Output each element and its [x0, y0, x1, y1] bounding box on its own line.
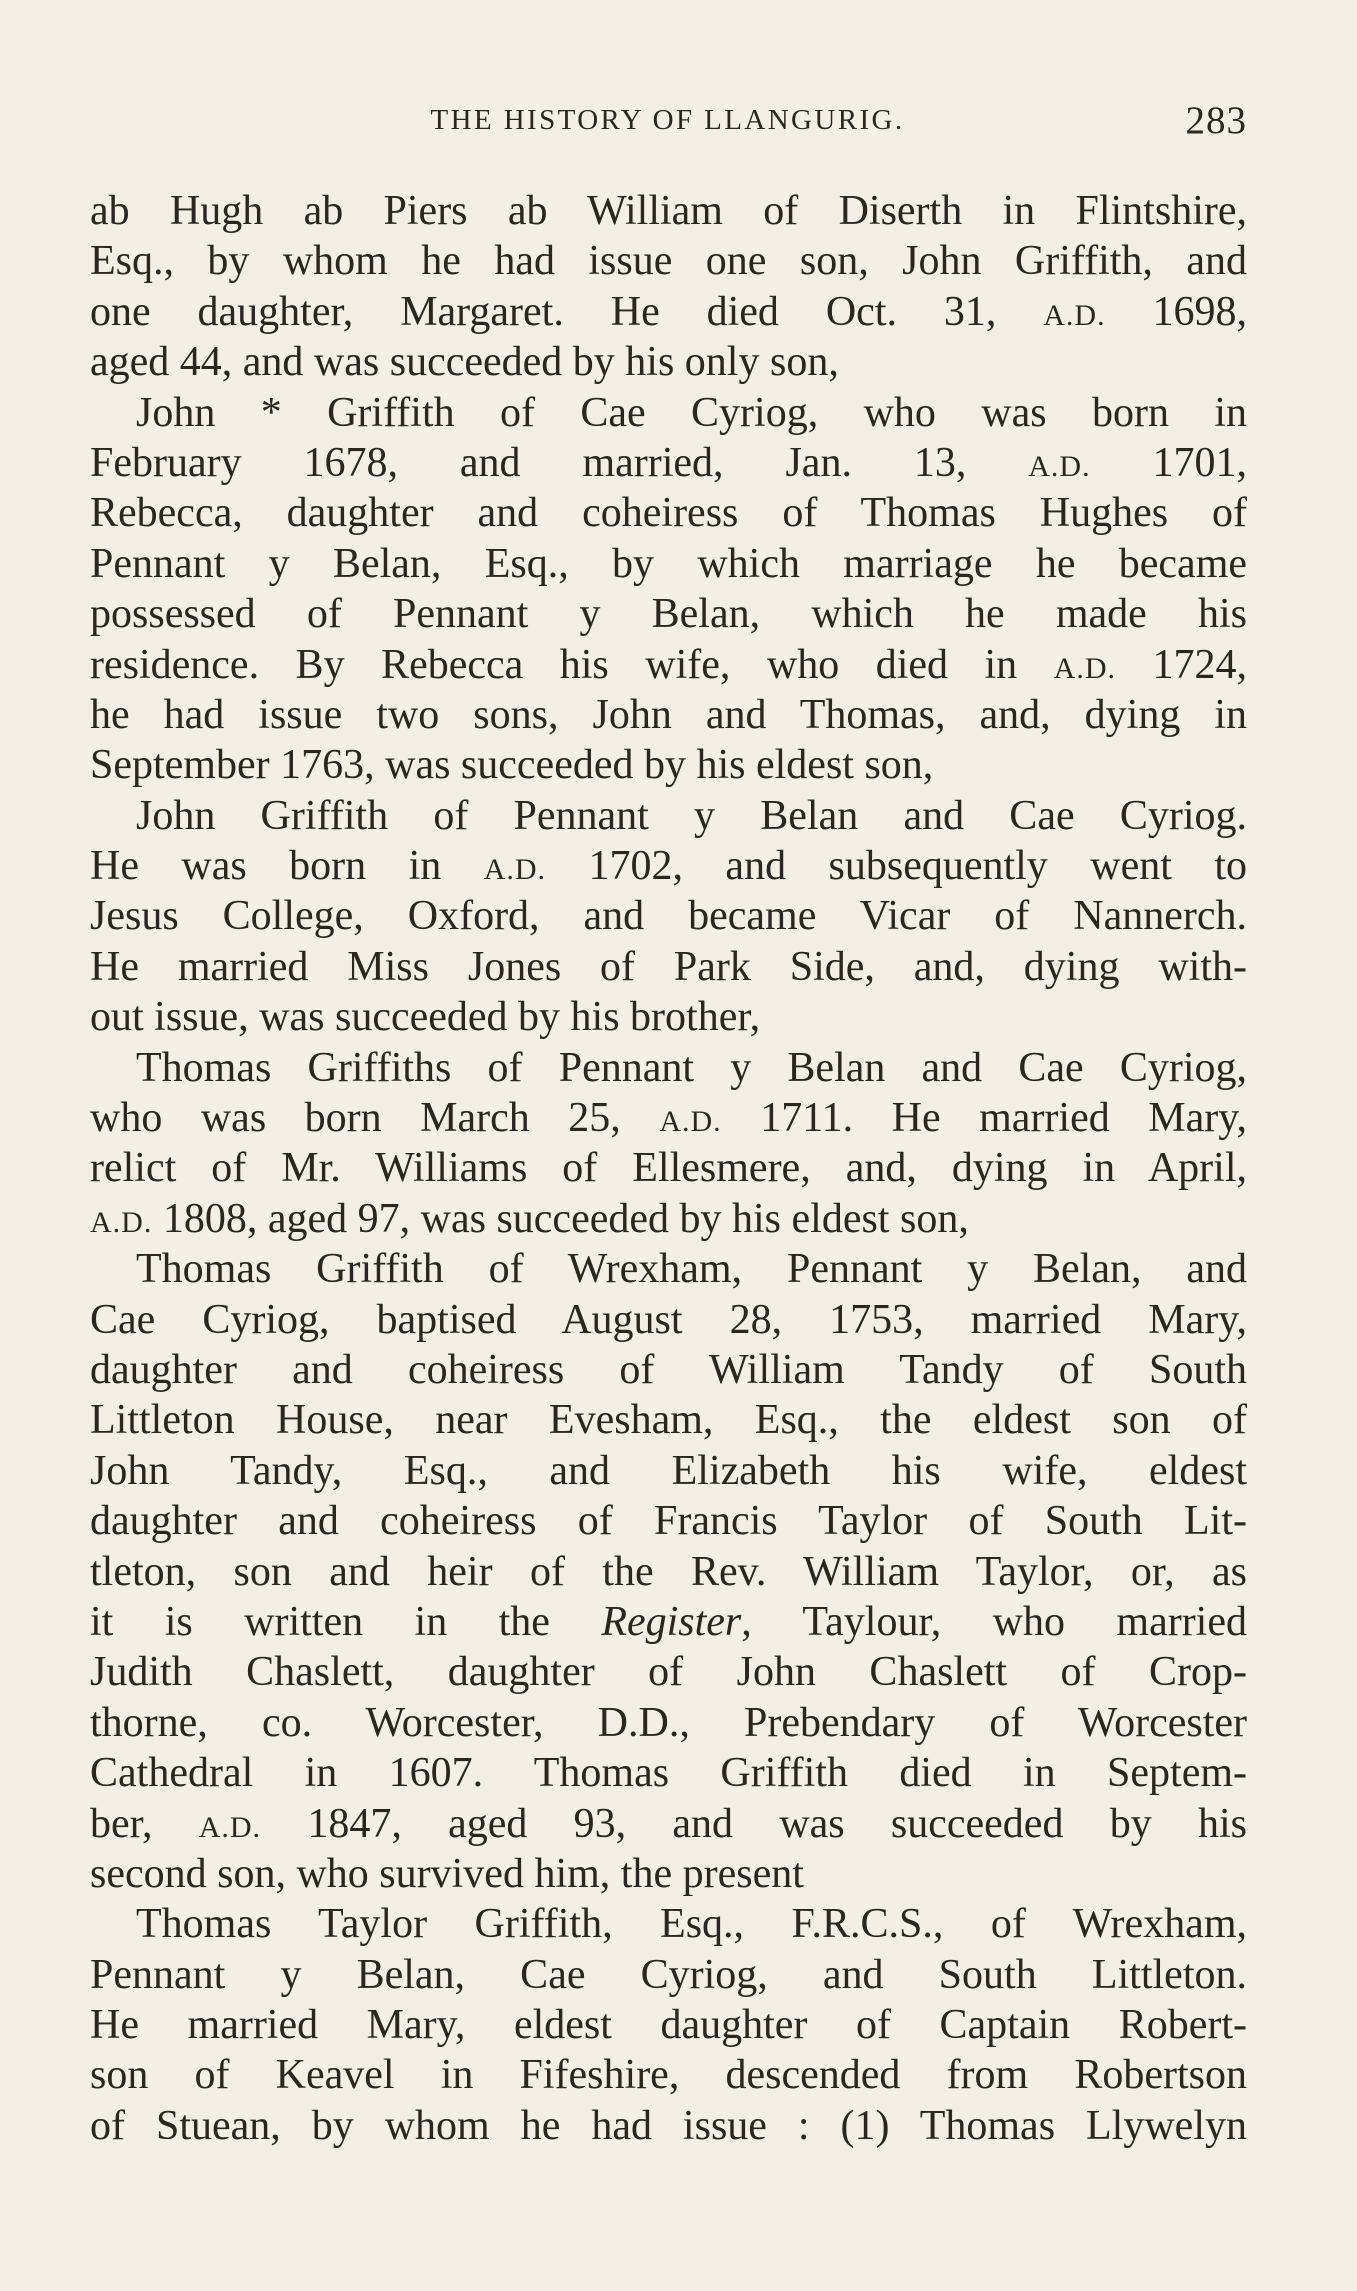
text-run: residence. By Rebecca his wife, who died in — [90, 641, 1054, 688]
text-run: February 1678, and married, Jan. 13, — [90, 439, 1029, 486]
small-caps-era: A.D. — [1043, 298, 1106, 332]
text-line — [90, 1244, 1247, 1294]
text-run: Thomas Taylor Griffith, Esq., F.R.C.S., of Wrexham, — [136, 1901, 1247, 1948]
text-run: he had issue two sons, John and Thomas, and, dying in — [90, 691, 1247, 738]
text-line — [90, 992, 1247, 1042]
text-line — [90, 1093, 1247, 1143]
text-line — [90, 1043, 1247, 1093]
text-run: thorne, co. Worcester, D.D., Prebendary of Worcester — [90, 1699, 1247, 1746]
italic-term: Register — [601, 1598, 742, 1645]
small-caps-era: A.D. — [659, 1105, 722, 1139]
text-line — [90, 337, 1247, 387]
text-run: ber, — [90, 1800, 199, 1847]
text-line — [90, 891, 1247, 941]
text-run: 1701, — [1090, 439, 1247, 486]
text-line — [90, 1395, 1247, 1445]
text-run: Cathedral in 1607. Thomas Griffith died in Septem- — [90, 1750, 1247, 1797]
text-line — [90, 539, 1247, 589]
text-run: possessed of Pennant y Belan, which he made his — [90, 591, 1247, 638]
text-line — [90, 2101, 1247, 2151]
text-run: Thomas Griffith of Wrexham, Pennant y Belan, and — [136, 1246, 1247, 1293]
text-run: 1698, — [1105, 288, 1248, 335]
text-run: second son, who survived him, the present — [90, 1850, 804, 1897]
text-run: daughter and coheiress of William Tandy of South — [90, 1346, 1247, 1393]
text-run: ab Hugh ab Piers ab William of Diserth in Flintshire, — [90, 188, 1247, 234]
text-line — [90, 287, 1247, 337]
text-run: Pennant y Belan, Cae Cyriog, and South Littleton. — [90, 1951, 1247, 1998]
text-line — [90, 942, 1247, 992]
body-text — [90, 186, 1247, 2151]
text-run: out issue, was succeeded by his brother, — [90, 994, 761, 1041]
text-line — [90, 1799, 1247, 1849]
text-run: 1847, aged 93, and was succeeded by his — [261, 1800, 1247, 1847]
text-line — [90, 1899, 1247, 1949]
text-run: one daughter, Margaret. He died Oct. 31, — [90, 288, 1044, 335]
text-run: September 1763, was succeeded by his eldest son, — [90, 742, 934, 789]
text-line — [90, 740, 1247, 790]
text-run: He married Miss Jones of Park Side, and, dying with- — [90, 943, 1247, 990]
text-line — [90, 1446, 1247, 1496]
text-run: son of Keavel in Fifeshire, descended from Robertson — [90, 2052, 1247, 2099]
text-line — [90, 488, 1247, 538]
text-run: Littleton House, near Evesham, Esq., the eldest son of — [90, 1397, 1247, 1444]
text-run: He was born in — [90, 843, 484, 890]
running-head: THE HISTORY OF LLANGURIG. — [430, 104, 905, 136]
text-run: John Tandy, Esq., and Elizabeth his wife, eldest — [90, 1447, 1247, 1494]
small-caps-era: A.D. — [1053, 651, 1117, 685]
text-run: 1711. He married Mary, — [721, 1095, 1247, 1142]
text-line — [90, 2050, 1247, 2100]
text-line — [90, 1496, 1247, 1546]
text-run: 1724, — [1116, 641, 1248, 688]
text-run: Jesus College, Oxford, and became Vicar of Nannerch. — [90, 893, 1247, 940]
text-line — [90, 1647, 1247, 1697]
text-line — [90, 1547, 1247, 1597]
text-run: Cae Cyriog, baptised August 28, 1753, married Mary, — [90, 1296, 1247, 1343]
text-run: 1808, aged 97, was succeeded by his eldest son, — [152, 1195, 969, 1242]
text-line — [90, 841, 1247, 891]
text-run: tleton, son and heir of the Rev. William Taylor, or, as — [90, 1548, 1247, 1595]
small-caps-era: A.D. — [483, 853, 547, 887]
text-run: who was born March 25, — [90, 1095, 660, 1142]
text-line — [90, 1194, 1247, 1244]
page-header — [88, 99, 1247, 154]
text-run: Thomas Griffiths of Pennant y Belan and Cae Cyriog, — [136, 1044, 1247, 1091]
text-run: relict of Mr. Williams of Ellesmere, and, dying in April, — [90, 1145, 1247, 1192]
text-line — [90, 1295, 1247, 1345]
text-line — [90, 1143, 1247, 1193]
page-number: 283 — [1185, 99, 1247, 142]
text-line — [90, 1597, 1247, 1647]
text-run: Esq., by whom he had issue one son, John Griffith, and — [90, 238, 1247, 285]
text-line — [90, 1748, 1247, 1798]
text-run: John Griffith of Pennant y Belan and Cae Cyriog. — [136, 792, 1247, 839]
text-line — [90, 438, 1247, 488]
text-line — [90, 2000, 1247, 2050]
text-line — [90, 1950, 1247, 2000]
text-line — [90, 388, 1247, 438]
small-caps-era: A.D. — [1028, 449, 1091, 483]
text-run: Pennant y Belan, Esq., by which marriage he became — [90, 540, 1247, 587]
text-run: , Taylour, who married — [741, 1598, 1247, 1645]
text-run: of Stuean, by whom he had issue : (1) Thomas Llywelyn — [90, 2102, 1247, 2149]
text-line — [90, 1849, 1247, 1899]
text-line — [90, 640, 1247, 690]
text-run: Rebecca, daughter and coheiress of Thomas Hughes of — [90, 490, 1247, 537]
text-line — [90, 1698, 1247, 1748]
text-line — [90, 236, 1247, 286]
text-line — [90, 186, 1247, 236]
text-line — [90, 589, 1247, 639]
text-line — [90, 1345, 1247, 1395]
small-caps-era: A.D. — [90, 1205, 153, 1239]
text-run: He married Mary, eldest daughter of Captain Robert- — [90, 2002, 1247, 2049]
text-run: 1702, and subsequently went to — [546, 843, 1247, 890]
text-run: daughter and coheiress of Francis Taylor of South Lit- — [90, 1498, 1247, 1545]
text-line — [90, 791, 1247, 841]
text-line — [90, 690, 1247, 740]
text-run: Judith Chaslett, daughter of John Chaslett of Crop- — [90, 1649, 1247, 1696]
text-run: John * Griffith of Cae Cyriog, who was born in — [136, 389, 1247, 436]
text-run: it is written in the — [90, 1598, 602, 1645]
small-caps-era: A.D. — [198, 1810, 262, 1844]
text-run: aged 44, and was succeeded by his only son, — [90, 339, 839, 386]
